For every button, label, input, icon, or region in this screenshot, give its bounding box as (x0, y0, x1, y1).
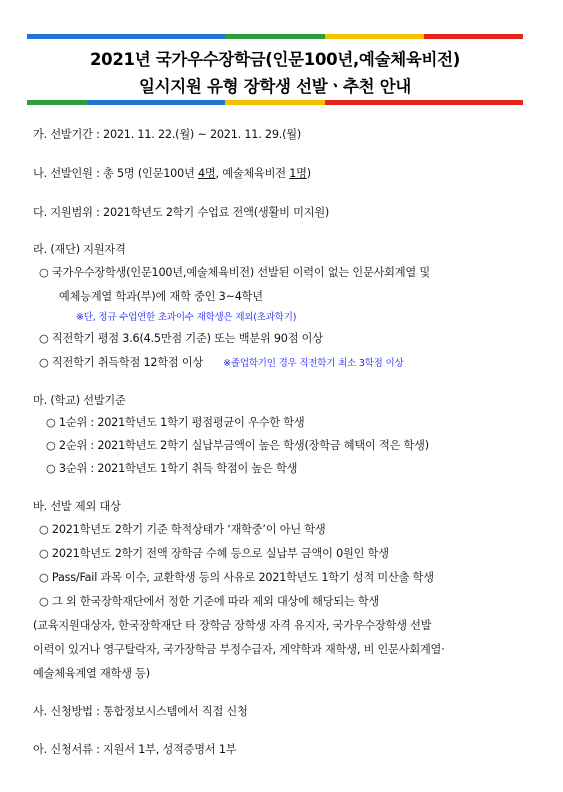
section-d-heading: 라. (재단) 지원자격 (33, 243, 126, 256)
color-segment-green (225, 34, 324, 39)
color-segment-yellow (325, 34, 424, 39)
color-segment-green (27, 100, 87, 105)
color-segment-yellow (225, 100, 324, 105)
section-c-scope: 다. 지원범위 : 2021학년도 2학기 수업료 전액(생활비 미지원) (33, 206, 330, 219)
selection-rank-2: ○ 2순위 : 2021학년도 2학기 실납부금액이 높은 학생(장학금 혜택이 적은 학생) (46, 439, 429, 452)
exclusion-item-3: ○ Pass/Fail 과목 이수, 교환학생 등의 사유로 2021학년도 1학기 성적 미산출 학생 (39, 571, 434, 584)
eligibility-item-1-line1: ○ 국가우수장학생(인문100년,예술체육비전) 선발된 이력이 없는 인문사회계열 및 (39, 266, 430, 279)
eligibility-item-2: ○ 직전학기 평점 3.6(4.5만점 기준) 또는 백분위 90점 이상 (39, 332, 323, 345)
exclusion-item-2: ○ 2021학년도 2학기 전액 장학금 수혜 등으로 실납부 금액이 0원인 학생 (39, 547, 389, 560)
exclusion-detail-line2: 이력이 있거나 영구탈락자, 국가장학금 부정수급자, 계약학과 재학생, 비 인문사회계열· (33, 643, 445, 656)
exclusion-detail-line1: (교육지원대상자, 한국장학재단 타 장학금 장학생 자격 유지자, 국가우수장학생 선발 (33, 619, 432, 632)
headcount-middle: , 예술체육비전 (215, 167, 290, 180)
eligibility-item-3-text: ○ 직전학기 취득학점 12학점 이상 (39, 356, 204, 369)
headcount-prefix: 나. 선발인원 : 총 5명 (인문100년 (33, 167, 198, 180)
section-h-documents: 아. 신청서류 : 지원서 1부, 성적증명서 1부 (33, 743, 237, 756)
eligibility-item-1-note: ※단, 정규 수업연한 초과이수 재학생은 제외(초과학기) (76, 312, 297, 323)
page-title-line2: 일시지원 유형 장학생 선발ㆍ추천 안내 (138, 77, 411, 96)
headcount-suffix: ) (306, 167, 311, 180)
title-box (27, 34, 523, 106)
color-segment-red (325, 100, 523, 105)
exclusion-item-1: ○ 2021학년도 2학기 기준 학적상태가 ‘재학중’이 아닌 학생 (39, 523, 326, 536)
eligibility-item-3 (39, 354, 403, 370)
exclusion-item-4: ○ 그 외 한국장학재단에서 정한 기준에 따라 제외 대상에 해당되는 학생 (39, 595, 380, 608)
section-e-heading: 마. (학교) 선발기준 (33, 394, 126, 407)
section-a-period: 가. 선발기간 : 2021. 11. 22.(월) ~ 2021. 11. 29.(월) (33, 128, 302, 141)
exclusion-detail-line3: 예술체육계열 재학생 등) (33, 667, 150, 680)
selection-rank-1: ○ 1순위 : 2021학년도 1학기 평점평균이 우수한 학생 (46, 416, 305, 429)
title-top-color-bar (27, 34, 523, 39)
eligibility-item-1-line2: 예체능계열 학과(부)에 재학 중인 3~4학년 (59, 290, 263, 303)
section-b-headcount (33, 165, 311, 181)
section-f-heading: 바. 선발 제외 대상 (33, 500, 121, 513)
page-title-line1: 2021년 국가우수장학금(인문100년,예술체육비전) (89, 50, 461, 69)
title-bottom-color-bar (27, 100, 523, 105)
section-g-method: 사. 신청방법 : 통합정보시스템에서 직접 신청 (33, 705, 248, 718)
selection-rank-3: ○ 3순위 : 2021학년도 1학기 취득 학점이 높은 학생 (46, 462, 298, 475)
humanities-count: 4명 (197, 167, 216, 180)
color-segment-blue (87, 100, 226, 105)
color-segment-red (424, 34, 523, 39)
arts-count: 1명 (289, 167, 307, 180)
color-segment-blue (27, 34, 225, 39)
eligibility-item-3-note: ※졸업학기인 경우 직전학기 최소 3학점 이상 (223, 358, 404, 369)
